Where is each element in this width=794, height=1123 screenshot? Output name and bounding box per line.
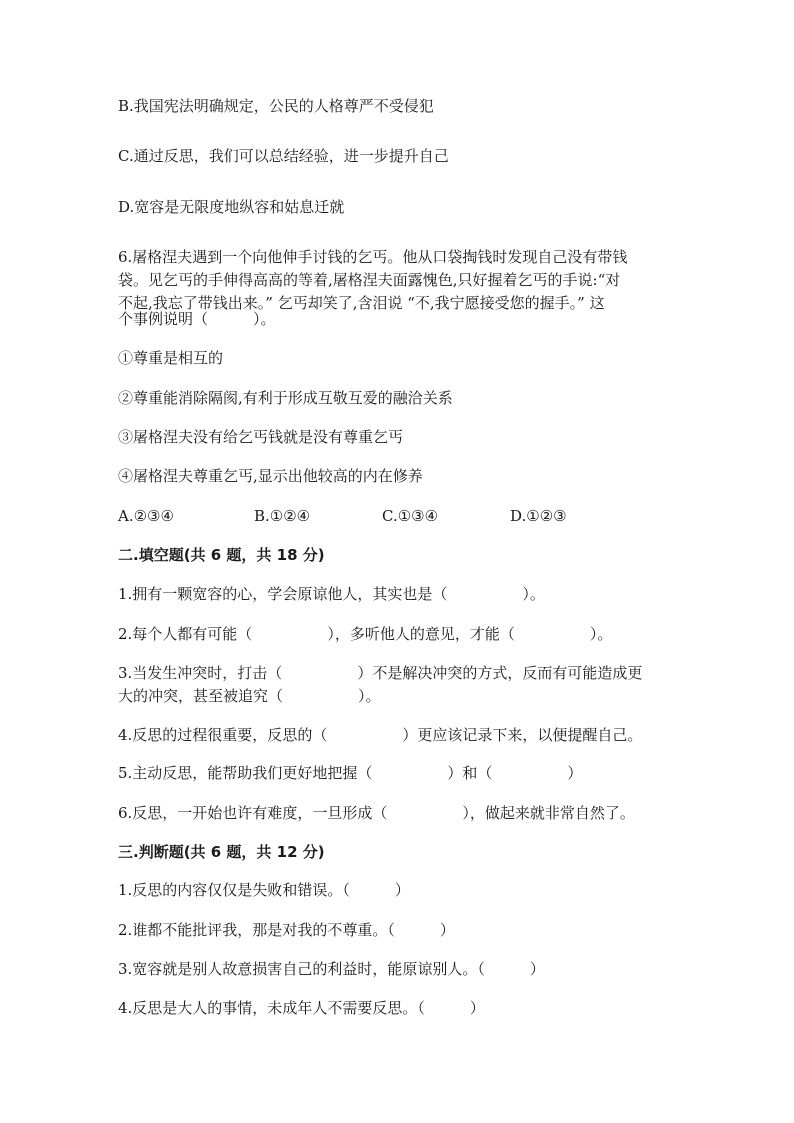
section2-heading: 二.填空题(共 6 题，共 18 分) <box>118 546 325 564</box>
q5-option-c: C.通过反思，我们可以总结经验，进一步提升自己 <box>118 147 449 165</box>
fill-item-4: 4.反思的过程很重要，反思的（ ）更应该记录下来，以便提醒自己。 <box>118 726 643 744</box>
fill-item-3-line-2: 大的冲突，甚至被追究（ ）。 <box>118 687 381 705</box>
q6-choice-b: B.①②④ <box>254 507 311 525</box>
fill-item-2: 2.每个人都有可能（ ），多听他人的意见，才能（ ）。 <box>118 625 613 643</box>
judge-item-3: 3.宽容就是别人故意损害自己的利益时，能原谅别人。（ ） <box>118 960 545 978</box>
q6-stem-line-2: 袋。见乞丐的手伸得高高的等着,屠格涅夫面露愧色,只好握着乞丐的手说:“对 <box>118 271 621 289</box>
fill-item-5: 5.主动反思，能帮助我们更好地把握（ ）和（ ） <box>118 764 583 782</box>
q6-choice-a: A.②③④ <box>118 507 174 525</box>
q6-statement-3: ③屠格涅夫没有给乞丐钱就是没有尊重乞丐 <box>118 428 404 446</box>
q6-stem-line-4: 个事例说明（ ）。 <box>118 310 276 328</box>
q6-choice-c: C.①③④ <box>382 507 439 525</box>
judge-item-4: 4.反思是大人的事情，未成年人不需要反思。（ ） <box>118 999 485 1017</box>
fill-item-3-line-1: 3.当发生冲突时，打击（ ）不是解决冲突的方式，反而有可能造成更 <box>118 664 643 682</box>
q6-stem-line-3: 不起,我忘了带钱出来。” 乞丐却笑了,含泪说 “不,我宁愿接受您的握手。” 这 <box>118 294 605 312</box>
q6-stem-line-1: 6.屠格涅夫遇到一个向他伸手讨钱的乞丐。他从口袋掏钱时发现自己没有带钱 <box>118 248 628 266</box>
q5-option-b: B.我国宪法明确规定，公民的人格尊严不受侵犯 <box>118 97 434 115</box>
section3-heading: 三.判断题(共 6 题，共 12 分) <box>118 843 325 861</box>
q6-statement-1: ①尊重是相互的 <box>118 349 224 367</box>
q6-statement-2: ②尊重能消除隔阂,有利于形成互敬互爱的融洽关系 <box>118 389 453 407</box>
fill-item-1: 1.拥有一颗宽容的心，学会原谅他人，其实也是（ ）。 <box>118 585 545 603</box>
fill-item-6: 6.反思，一开始也许有难度，一旦形成（ ），做起来就非常自然了。 <box>118 804 635 822</box>
q6-choice-d: D.①②③ <box>510 507 567 525</box>
q6-statement-4: ④屠格涅夫尊重乞丐,显示出他较高的内在修养 <box>118 467 423 485</box>
judge-item-2: 2.谁都不能批评我，那是对我的不尊重。（ ） <box>118 921 455 939</box>
judge-item-1: 1.反思的内容仅仅是失败和错误。（ ） <box>118 881 410 899</box>
q5-option-d: D.宽容是无限度地纵容和姑息迁就 <box>118 198 345 216</box>
